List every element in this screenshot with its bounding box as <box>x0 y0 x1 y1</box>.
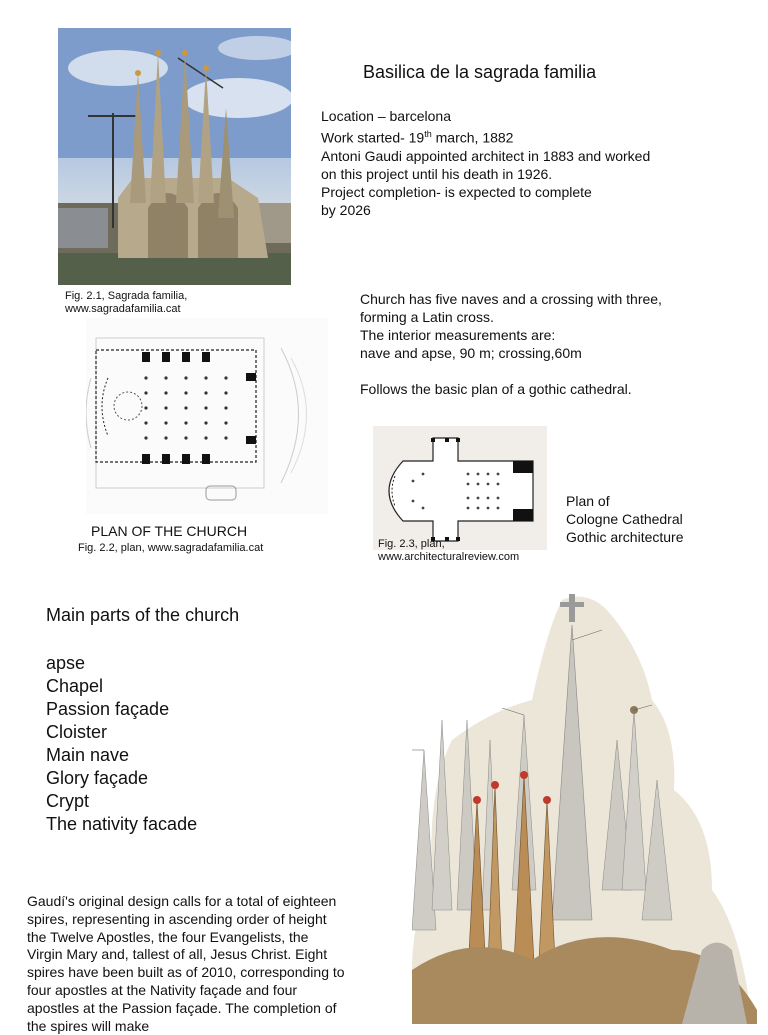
fig-2-3-caption <box>378 538 519 564</box>
list-item: Crypt <box>46 791 90 811</box>
list-item: Cloister <box>46 722 108 742</box>
cologne-line-3: Gothic architecture <box>566 529 684 545</box>
fig-2-1-line-1: Fig. 2.1, Sagrada familia, <box>65 290 188 302</box>
list-item: Chapel <box>46 676 104 696</box>
architect-line-1: Antoni Gaudi appointed architect in 1883 and worked <box>321 147 651 164</box>
church-plan-drawing <box>86 318 328 514</box>
list-item: apse <box>46 653 86 673</box>
list-item: Passion façade <box>46 699 170 719</box>
church-line-3: The interior measurements are: <box>360 327 556 343</box>
work-started-date: march, 1882 <box>431 129 514 146</box>
plan-of-church-label: PLAN OF THE CHURCH <box>91 523 248 539</box>
church-description <box>360 290 760 398</box>
church-line-2: forming a Latin cross. <box>360 309 494 325</box>
fig-2-1-caption <box>65 290 187 316</box>
church-line-1: Church has five naves and a crossing with three, <box>360 291 662 307</box>
main-parts-heading: Main parts of the church <box>46 605 240 625</box>
church-line-5: Follows the basic plan of a gothic cathedral. <box>360 381 632 397</box>
cologne-line-2: Cologne Cathedral <box>566 511 683 527</box>
list-item: Main nave <box>46 745 130 765</box>
list-item: The nativity facade <box>46 814 198 834</box>
page-title: Basilica de la sagrada familia <box>363 62 597 82</box>
cologne-caption <box>566 492 684 546</box>
completion-line-1: Project completion- is expected to complete <box>321 183 592 200</box>
sagrada-familia-photo <box>58 28 291 285</box>
work-started-sup: th <box>424 129 432 139</box>
architect-line-2: on this project until his death in 1926. <box>321 165 553 182</box>
church-line-4: nave and apse, 90 m; crossing,60m <box>360 345 582 361</box>
spires-illustration <box>412 590 757 1024</box>
list-item: Glory façade <box>46 768 149 788</box>
spires-paragraph: Gaudí's original design calls for a total of eighteen spires, representing in ascending order of height the Twelve Apostles, the four Evangelists, the Virgin Mary and, tallest of all, Jesus Christ. Eight spires have been built as of 2010, corresponding to four apostles at the Nativity façade and four apostles at the Passion façade. The completion of the spires will make <box>27 893 345 1034</box>
cologne-line-1: Plan of <box>566 493 610 509</box>
main-parts-list <box>46 652 197 836</box>
cologne-plan-drawing <box>373 426 547 550</box>
fig-2-1-line-2: www.sagradafamilia.cat <box>65 303 181 315</box>
fig-2-3-line-1: Fig. 2.3, plan, <box>378 538 445 550</box>
fig-2-2-caption: Fig. 2.2, plan, www.sagradafamilia.cat <box>78 542 264 554</box>
spacer <box>360 362 760 380</box>
work-started-text: Work started- 19 <box>321 129 425 146</box>
fig-2-3-line-2: www.architecturalreview.com <box>378 551 520 563</box>
completion-line-2: by 2026 <box>321 201 371 218</box>
work-started-line <box>321 125 721 147</box>
location-line: Location – barcelona <box>321 108 451 124</box>
project-info <box>321 107 721 219</box>
